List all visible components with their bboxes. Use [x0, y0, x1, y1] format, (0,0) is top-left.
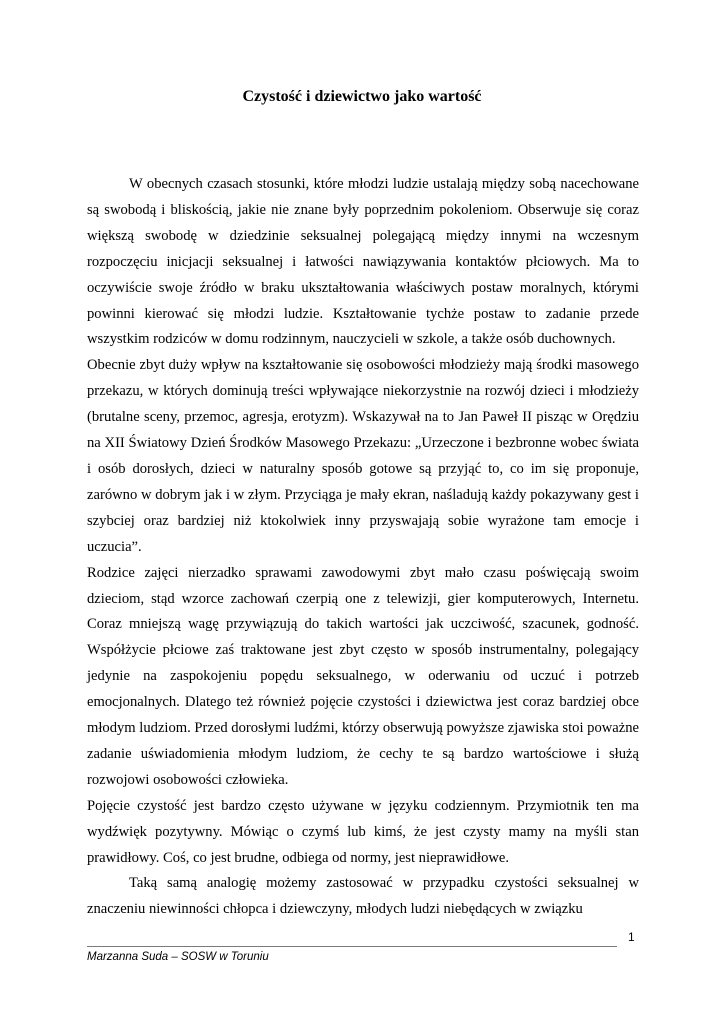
footer-divider	[87, 946, 617, 947]
paragraph-2: Obecnie zbyt duży wpływ na kształtowanie się osobowości młodzieży mają środki masowego przekazu, w których dominują treści wpływające niekorzystnie na rozwój dzieci i młodzieży (brutalne sceny, przemoc, agresja, erotyzm). Wskazywał na to Jan Paweł II pisząc w Orędziu na XII Światowy Dzień Środków Masowego Przekazu: „Urzeczone i bezbronne wobec świata i osób dorosłych, dzieci w naturalny sposób gotowe są przyjąć to, co im się proponuje, zarówno w dobrym jak i w złym. Przyciąga je mały ekran, naśladują każdy pokazywany gest i szybciej oraz bardziej niż ktokolwiek inny przyswajają sobie wyrażone tam emocje i uczucia”.	[87, 357, 639, 555]
paragraph-3: Rodzice zajęci nierzadko sprawami zawodowymi zbyt mało czasu poświęcają swoim dzieciom, stąd wzorce zachowań czerpią one z telewizji, gier komputerowych, Internetu. Coraz mniejszą wagę przywiązują do takich wartości jak uczciwość, szacunek, godność. Współżycie płciowe zaś traktowane jest zbyt często w sposób instrumentalny, polegający jedynie na zaspokojeniu popędu seksualnego, w oderwaniu od uczuć i potrzeb emocjonalnych. Dlatego też również pojęcie czystości i dziewictwa jest coraz bardziej obce młodym ludziom. Przed dorosłymi ludźmi, którzy obserwują powyższe zjawiska stoi poważne zadanie uświadomienia młodym ludziom, że cechy te są bardzo wartościowe i służą rozwojowi osobowości człowieka.	[87, 564, 640, 788]
page-number: 1	[628, 930, 635, 944]
document-title: Czystość i dziewictwo jako wartość	[242, 88, 482, 105]
document-body	[87, 172, 639, 923]
paragraph-4: Pojęcie czystość jest bardzo często używane w języku codziennym. Przymiotnik ten ma wydźwięk pozytywny. Mówiąc o czymś lub kimś, że jest czysty mamy na myśli stan prawidłowy. Coś, co jest brudne, odbiega od normy, jest nieprawidłowe.	[87, 797, 639, 866]
footer-author: Marzanna Suda – SOSW w Toruniu	[87, 951, 269, 963]
paragraph-1: W obecnych czasach stosunki, które młodzi ludzie ustalają między sobą nacechowane są swobodą i bliskością, jakie nie znane były poprzednim pokoleniom. Obserwuje się coraz większą swobodę w dziedzinie seksualnej polegającą między innymi na wczesnym rozpoczęciu inicjacji seksualnej i łatwości nawiązywania kontaktów płciowych. Ma to oczywiście swoje źródło w braku ukształtowania właściwych postaw moralnych, którymi powinni kierować się młodzi ludzie. Kształtowanie tychże postaw to zadanie przede wszystkim rodziców w domu rodzinnym, nauczycieli w szkole, a także osób duchownych.	[87, 176, 639, 348]
paragraph-5: Taką samą analogię możemy zastosować w przypadku czystości seksualnej w znaczeniu niewinności chłopca i dziewczyny, młodych ludzi niebędących w związku	[87, 875, 639, 918]
